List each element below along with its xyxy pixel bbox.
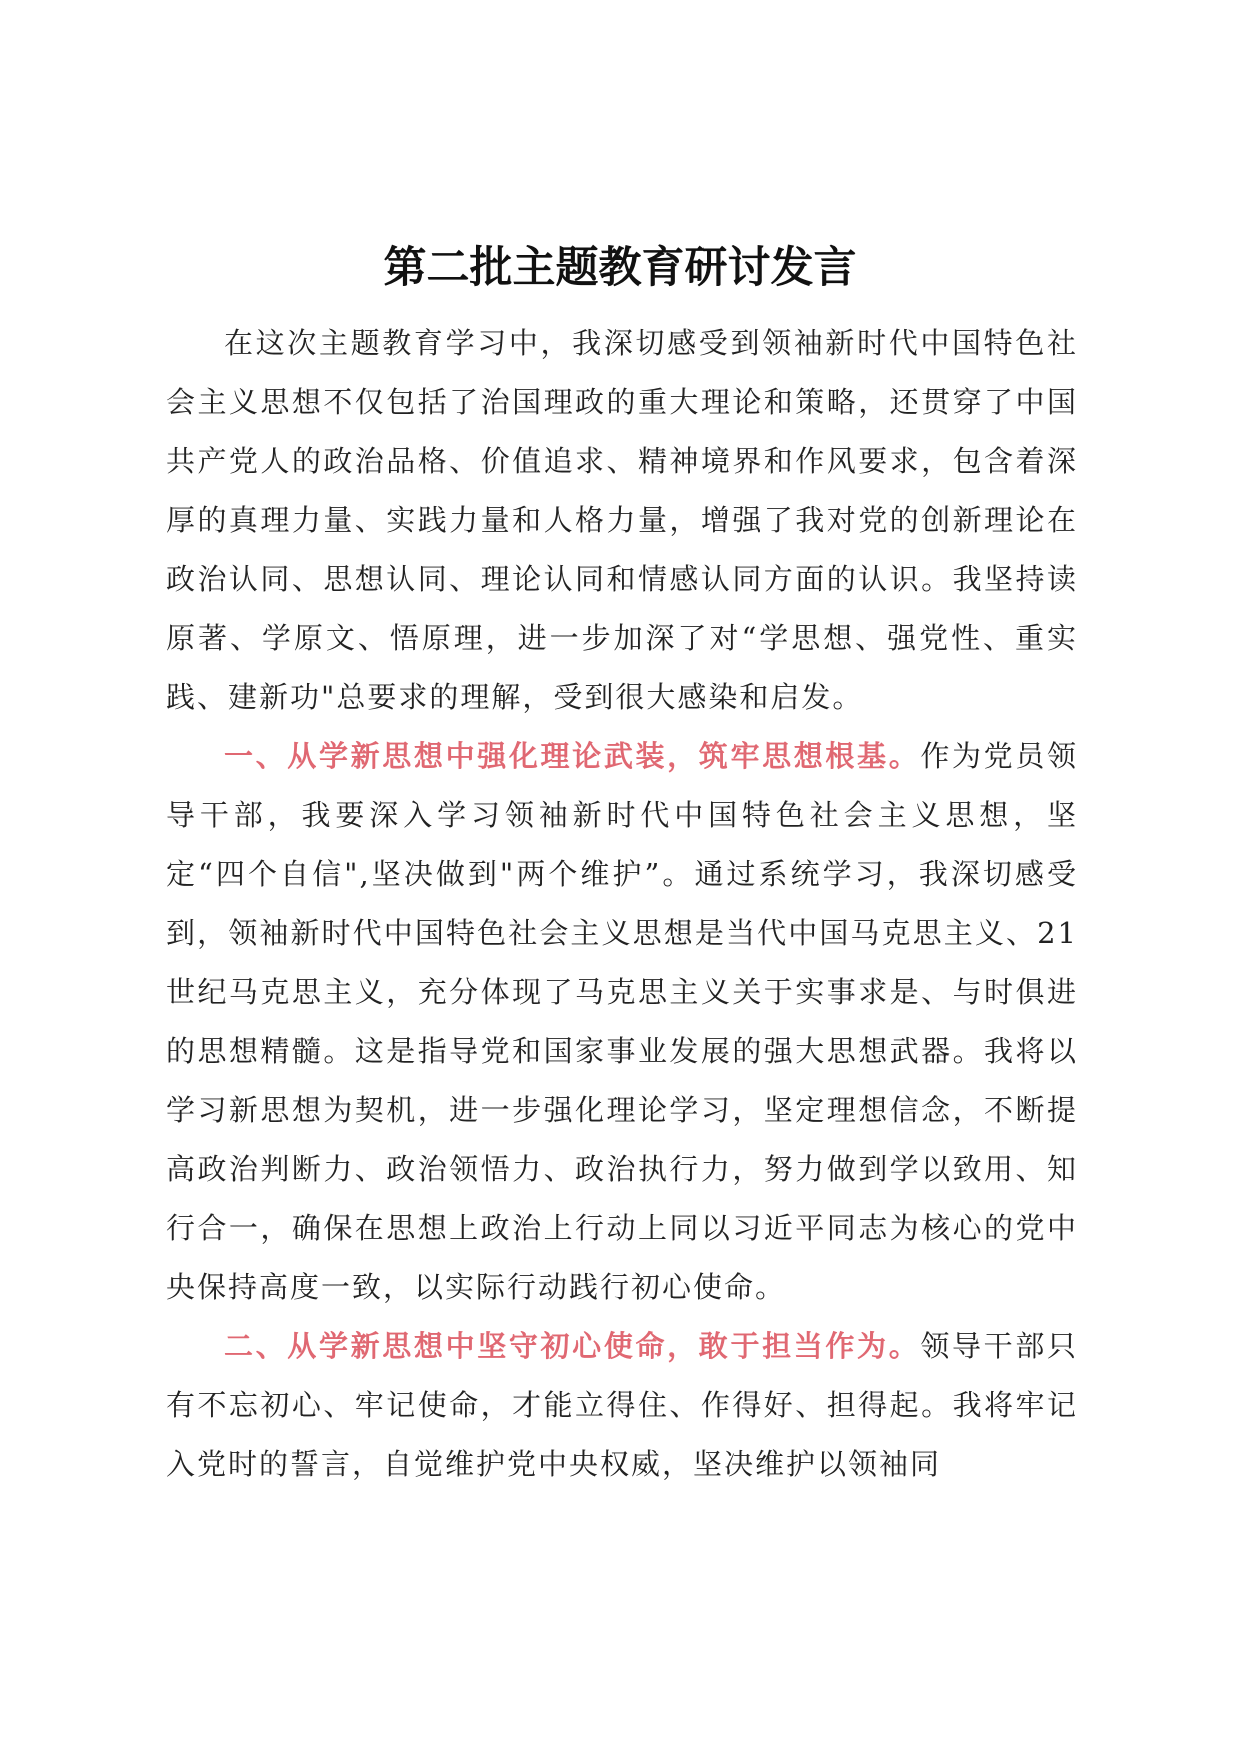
paragraph-section-1 [166,727,1078,1317]
document-body [166,314,1078,1494]
paragraph-text: 领导干部只有不忘初心、牢记使命，才能立得住、作得好、担得起。我将牢记入党时的誓言，自觉维护党中央权威，坚决维护以领袖同 [166,1329,1078,1481]
document-title: 第二批主题教育研讨发言 [383,243,857,293]
paragraph-text: 在这次主题教育学习中，我深切感受到领袖新时代中国特色社会主义思想不仅包括了治国理政的重大理论和策略，还贯穿了中国共产党人的政治品格、价值追求、精神境界和作风要求，包含着深厚的真理力量、实践力量和人格力量，增强了我对党的创新理论在政治认同、思想认同、理论认同和情感认同方面的认识。我坚持读原著、学原文、悟原理，进一步加深了对“学思想、强党性、重实践、建新功"总要求的理解，受到很大感染和启发。 [166,326,1078,714]
section-heading: 二、从学新思想中坚守初心使命，敢于担当作为。 [224,1329,921,1363]
section-heading: 一、从学新思想中强化理论武装，筑牢思想根基。 [224,739,921,773]
paragraph-text: 作为党员领导干部，我要深入学习领袖新时代中国特色社会主义思想，坚定“四个自信",坚决做到"两个维护”。通过系统学习，我深切感受到，领袖新时代中国特色社会主义思想是当代中国马克思主义、21世纪马克思主义，充分体现了马克思主义关于实事求是、与时俱进的思想精髓。这是指导党和国家事业发展的强大思想武器。我将以学习新思想为契机，进一步强化理论学习，坚定理想信念，不断提高政治判断力、政治领悟力、政治执行力，努力做到学以致用、知行合一，确保在思想上政治上行动上同以习近平同志为核心的党中央保持高度一致，以实际行动践行初心使命。 [166,739,1078,1304]
paragraph-intro [166,314,1078,727]
paragraph-section-2 [166,1317,1078,1494]
